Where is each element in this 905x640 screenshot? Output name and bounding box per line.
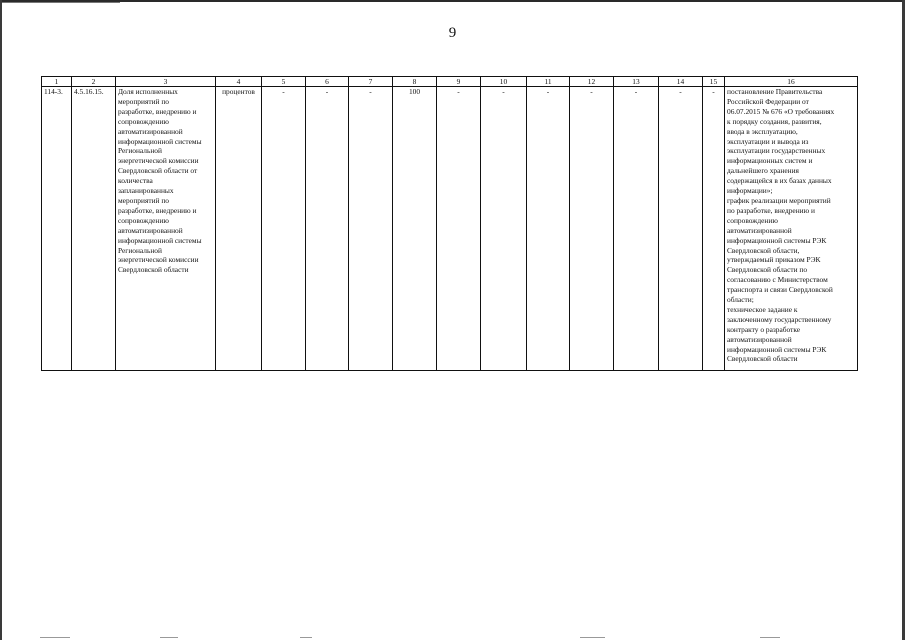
header-cell-3: 3 (116, 77, 216, 87)
value-cell-9: - (437, 87, 481, 371)
header-cell-9: 9 (437, 77, 481, 87)
scan-bottom-marks (0, 634, 905, 640)
scan-top-edge (0, 0, 905, 2)
goal-code: 4.5.16.15. (72, 87, 116, 371)
method-source: постановление Правительства Российской Федерации от 06.07.2015 № 676 «О требованиях к порядку создания, развития, ввода в эксплуатацию, эксплуатации и вывода из эксплуатации государственных информационных систем и дальнейшего хранения содержащейся в их базах данных информации»; график реализации мероприятий по разработке, внедрению и сопровождению автоматизированной информационной системы РЭК Свердловской области, утверждаемый приказом РЭК Свердловской области по согласованию с Министерством транспорта и связи Свердловской области; техническое задание к заключенному государственному контракту о разработке автоматизированной информационной системы РЭК Свердловской области (725, 87, 858, 371)
header-cell-11: 11 (527, 77, 570, 87)
table-row (42, 87, 858, 371)
unit-of-measure: процентов (216, 87, 262, 371)
header-cell-13: 13 (614, 77, 659, 87)
header-cell-16: 16 (725, 77, 858, 87)
header-cell-1: 1 (42, 77, 72, 87)
scan-left-edge (0, 0, 2, 640)
scan-top-edge-shadow (0, 2, 120, 3)
header-cell-4: 4 (216, 77, 262, 87)
value-cell-6: - (306, 87, 349, 371)
value-cell-5: - (262, 87, 306, 371)
page-number: 9 (448, 25, 457, 41)
header-cell-14: 14 (659, 77, 703, 87)
row-number: 114-3. (42, 87, 72, 371)
header-cell-15: 15 (703, 77, 725, 87)
value-cell-12: - (570, 87, 614, 371)
header-row (42, 77, 858, 87)
value-cell-15: - (703, 87, 725, 371)
indicator-name: Доля исполненных мероприятий по разработке, внедрению и сопровождению автоматизированной информационной системы Региональной энергетической комиссии Свердловской области от количества запланированных мероприятий по разработке, внедрению и сопровождению автоматизированной информационной системы Региональной энергетической комиссии Свердловской области (116, 87, 216, 371)
header-cell-8: 8 (393, 77, 437, 87)
header-cell-10: 10 (481, 77, 527, 87)
header-cell-5: 5 (262, 77, 306, 87)
header-cell-12: 12 (570, 77, 614, 87)
value-cell-14: - (659, 87, 703, 371)
value-cell-11: - (527, 87, 570, 371)
header-cell-2: 2 (72, 77, 116, 87)
value-cell-7: - (349, 87, 393, 371)
header-cell-7: 7 (349, 77, 393, 87)
indicator-table (41, 76, 858, 371)
value-cell-8: 100 (393, 87, 437, 371)
header-cell-6: 6 (306, 77, 349, 87)
value-cell-13: - (614, 87, 659, 371)
value-cell-10: - (481, 87, 527, 371)
